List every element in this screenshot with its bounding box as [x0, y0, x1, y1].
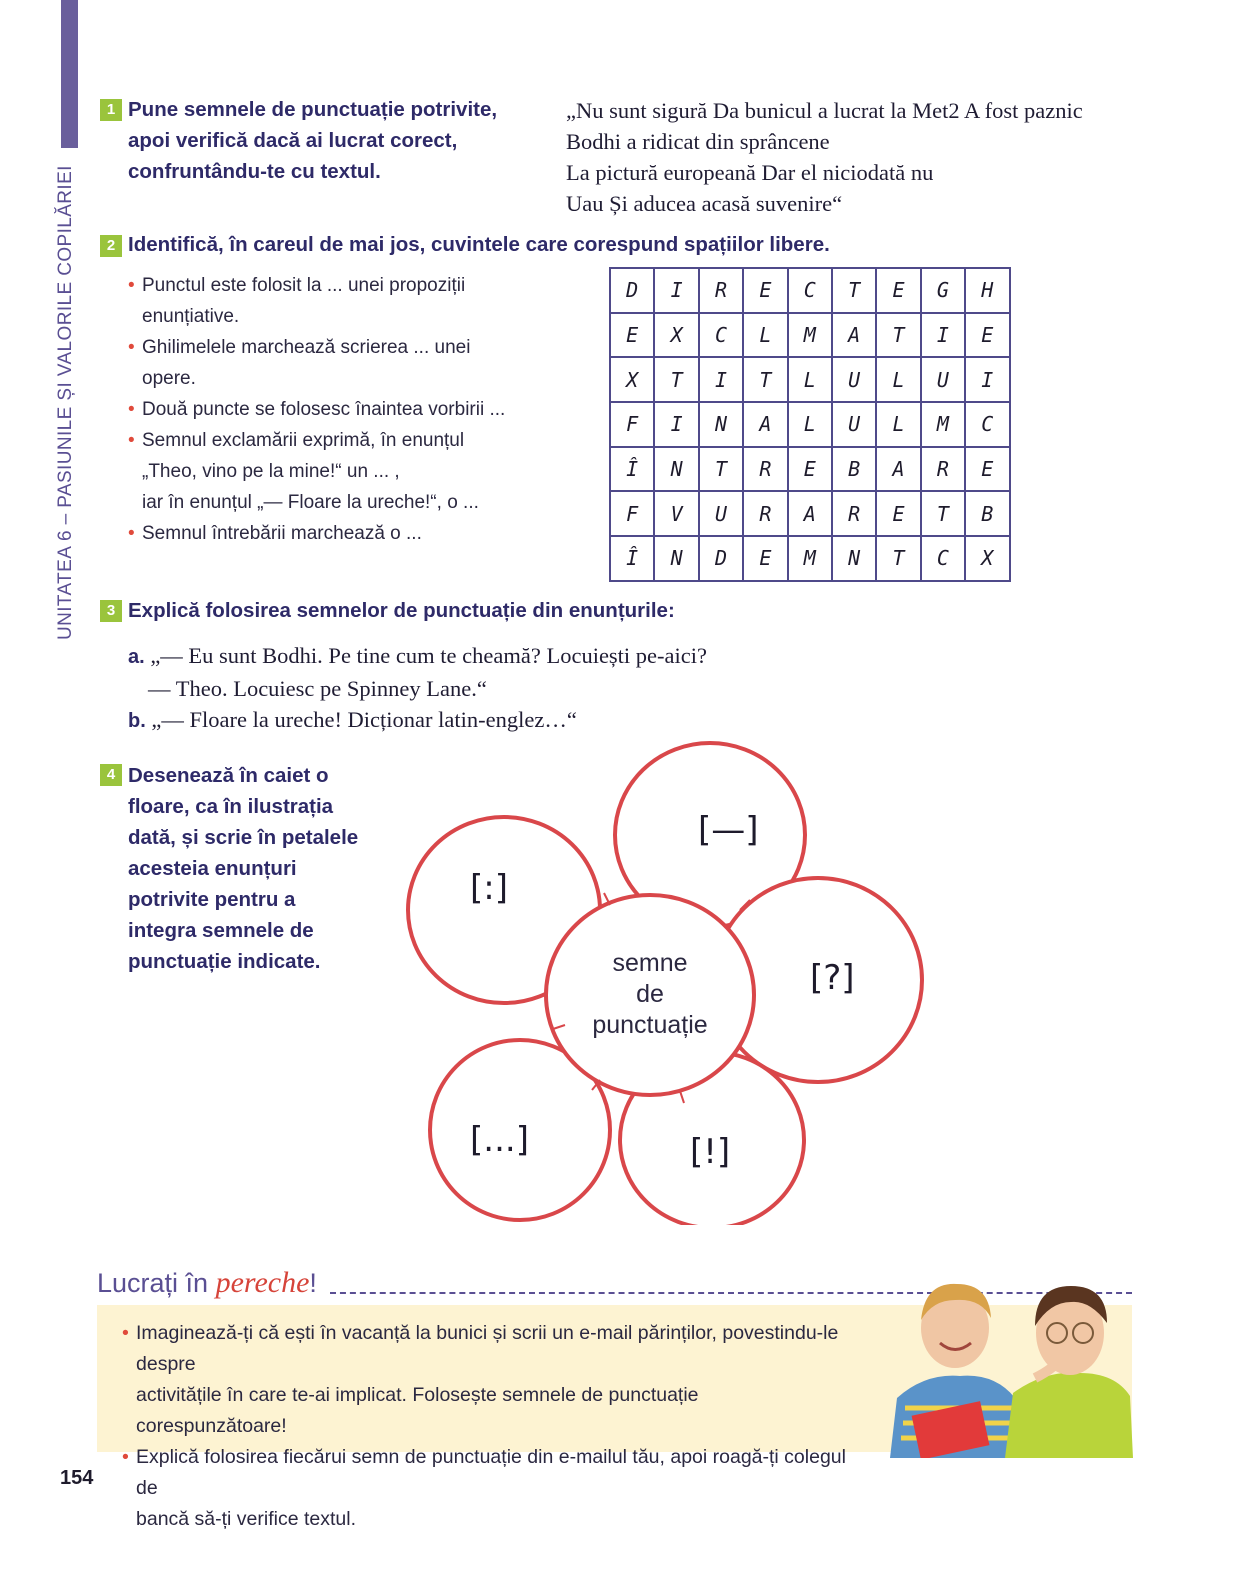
grid-row [610, 357, 1010, 402]
exercise-4-number: 4 [100, 764, 122, 786]
list-item [122, 1442, 852, 1535]
exercise-3-instruction: Explică folosirea semnelor de punctuație din enunțurile: [128, 599, 675, 622]
title-prefix: Lucrați în [97, 1268, 216, 1298]
list-item [128, 518, 568, 549]
instruction-line: Pune semnele de punctuație potrivite, [128, 98, 498, 121]
grid-cell: H [965, 268, 1009, 313]
grid-cell: M [921, 402, 965, 447]
quote-line: Bodhi a ridicat din sprâncene [566, 129, 830, 154]
children-photo [885, 1278, 1135, 1458]
bullet-line: • Două puncte se folosesc înaintea vorbirii ... [142, 399, 506, 420]
grid-row [610, 491, 1010, 536]
bullet-line: • Semnul exclamării exprimă, în enunțul [142, 430, 465, 451]
bullet-line: • Punctul este folosit la ... unei propoziții [142, 275, 466, 296]
grid-cell: I [699, 357, 743, 402]
grid-row [610, 402, 1010, 447]
grid-cell: X [965, 536, 1009, 581]
instruction-line: dată, și scrie în petalele [128, 826, 359, 849]
instruction-line: apoi verifică dacă ai lucrat corect, [128, 129, 458, 152]
grid-cell: I [965, 357, 1009, 402]
grid-cell: E [876, 491, 920, 536]
grid-cell: X [654, 313, 698, 358]
exercise-1-instruction [128, 94, 558, 187]
grid-cell: M [788, 313, 832, 358]
grid-cell: E [965, 447, 1009, 492]
quote-line: Uau Și aducea acasă suvenire“ [566, 191, 843, 216]
petal-label-exclamation: [!] [690, 1132, 731, 1172]
list-item [122, 1318, 852, 1442]
flower-center-label [575, 948, 725, 1041]
bullet-line: • Explică folosirea fiecărui semn de punctuație din e-mailul tău, apoi roagă-ți colegul de [136, 1446, 846, 1499]
exercise-3-sentences [128, 640, 707, 737]
center-line: punctuație [592, 1011, 708, 1039]
grid-cell: B [965, 491, 1009, 536]
list-item [128, 394, 568, 425]
bullet-line: enunțiative. [142, 306, 240, 327]
grid-cell: U [832, 357, 876, 402]
grid-cell: T [876, 536, 920, 581]
item-label: b. [128, 710, 146, 732]
grid-cell: R [832, 491, 876, 536]
grid-cell: T [743, 357, 787, 402]
list-item [128, 332, 568, 394]
pair-work-title [97, 1266, 317, 1300]
grid-cell: L [743, 313, 787, 358]
grid-cell: R [743, 447, 787, 492]
list-item [128, 270, 568, 332]
grid-cell: G [921, 268, 965, 313]
grid-cell: Î [610, 536, 654, 581]
bullet-line: iar în enunțul „— Floare la ureche!“, o ... [142, 492, 479, 513]
grid-cell: T [832, 268, 876, 313]
grid-cell: N [654, 536, 698, 581]
grid-cell: M [788, 536, 832, 581]
grid-cell: L [788, 402, 832, 447]
grid-cell: E [743, 268, 787, 313]
grid-cell: C [965, 402, 1009, 447]
instruction-line: floare, ca în ilustrația [128, 795, 334, 818]
quote-line: „Nu sunt sigură Da bunicul a lucrat la Met2 A fost paznic [566, 98, 1083, 123]
grid-cell: R [921, 447, 965, 492]
exercise-2-number: 2 [100, 235, 122, 257]
sentence-text: „— Eu sunt Bodhi. Pe tine cum te cheamă? Locuiești pe-aici? [150, 643, 708, 668]
bullet-line: bancă să-ți verifice textul. [136, 1508, 357, 1530]
grid-row [610, 447, 1010, 492]
center-line: de [636, 980, 664, 1008]
grid-cell: A [788, 491, 832, 536]
title-suffix: ! [309, 1268, 317, 1298]
page-number: 154 [60, 1467, 94, 1489]
grid-cell: E [965, 313, 1009, 358]
instruction-line: Desenează în caiet o [128, 764, 329, 787]
grid-cell: N [832, 536, 876, 581]
sentence-b [128, 704, 707, 737]
grid-cell: A [832, 313, 876, 358]
title-script: pereche [215, 1266, 310, 1299]
pair-work-list [122, 1318, 852, 1535]
grid-cell: T [654, 357, 698, 402]
sentence-text: „— Floare la ureche! Dicționar latin-englez…“ [151, 707, 577, 732]
grid-cell: D [699, 536, 743, 581]
grid-cell: E [788, 447, 832, 492]
grid-cell: A [876, 447, 920, 492]
grid-cell: L [876, 402, 920, 447]
exercise-1-number: 1 [100, 99, 122, 121]
instruction-line: confruntându-te cu textul. [128, 160, 381, 183]
grid-cell: E [610, 313, 654, 358]
grid-cell: F [610, 491, 654, 536]
grid-cell: X [610, 357, 654, 402]
sentence-text: — Theo. Locuiesc pe Spinney Lane.“ [148, 676, 487, 701]
grid-cell: I [654, 402, 698, 447]
grid-cell: D [610, 268, 654, 313]
petal-label-ellipsis: [...] [470, 1120, 529, 1160]
grid-cell: E [743, 536, 787, 581]
grid-cell: F [610, 402, 654, 447]
instruction-line: acesteia enunțuri [128, 857, 297, 880]
quote-line: La pictură europeană Dar el niciodată nu [566, 160, 934, 185]
unit-label: UNITATEA 6 – PASIUNILE ȘI VALORILE COPILĂRIEI [55, 165, 76, 640]
item-label: a. [128, 646, 145, 668]
grid-cell: E [876, 268, 920, 313]
bullet-line: activitățile în care te-ai implicat. Folosește semnele de punctuație corespunzătoare! [136, 1384, 699, 1437]
bullet-line: • Imaginează-ți că ești în vacanță la bunici și scrii un e-mail părinților, povestindu-le despre [136, 1322, 839, 1375]
grid-cell: R [699, 268, 743, 313]
bullet-line: opere. [142, 368, 196, 389]
exercise-1-quote [566, 95, 1083, 219]
petal-label-colon: [:] [470, 868, 508, 908]
exercise-2-instruction: Identifică, în careul de mai jos, cuvintele care corespund spațiilor libere. [128, 233, 830, 256]
grid-cell: T [921, 491, 965, 536]
grid-cell: T [876, 313, 920, 358]
grid-cell: N [699, 402, 743, 447]
grid-cell: C [921, 536, 965, 581]
instruction-line: punctuație indicate. [128, 950, 321, 973]
word-search-grid [609, 267, 1011, 582]
grid-row [610, 268, 1010, 313]
list-item [128, 425, 568, 518]
grid-cell: R [743, 491, 787, 536]
grid-row [610, 313, 1010, 358]
exercise-2-bullet-list [128, 270, 568, 549]
sidebar-accent-bar [61, 0, 78, 148]
center-line: semne [612, 949, 688, 977]
grid-cell: I [654, 268, 698, 313]
sentence-a [128, 640, 707, 673]
petal-label-question: [?] [810, 958, 855, 998]
bullet-line: „Theo, vino pe la mine!“ un ... , [142, 461, 400, 482]
grid-cell: I [921, 313, 965, 358]
grid-cell: A [743, 402, 787, 447]
grid-cell: V [654, 491, 698, 536]
grid-cell: L [788, 357, 832, 402]
grid-cell: T [699, 447, 743, 492]
grid-cell: N [654, 447, 698, 492]
grid-row [610, 536, 1010, 581]
grid-cell: C [788, 268, 832, 313]
grid-cell: C [699, 313, 743, 358]
bullet-line: • Ghilimelele marchează scrierea ... unei [142, 337, 471, 358]
grid-cell: Î [610, 447, 654, 492]
instruction-line: potrivite pentru a [128, 888, 296, 911]
grid-cell: B [832, 447, 876, 492]
exercise-4-instruction [128, 760, 388, 977]
grid-cell: U [832, 402, 876, 447]
grid-cell: U [699, 491, 743, 536]
grid-cell: L [876, 357, 920, 402]
instruction-line: integra semnele de [128, 919, 314, 942]
bullet-line: • Semnul întrebării marchează o ... [142, 523, 422, 544]
exercise-3-number: 3 [100, 600, 122, 622]
petal-label-dash: [—] [698, 810, 759, 850]
grid-cell: U [921, 357, 965, 402]
